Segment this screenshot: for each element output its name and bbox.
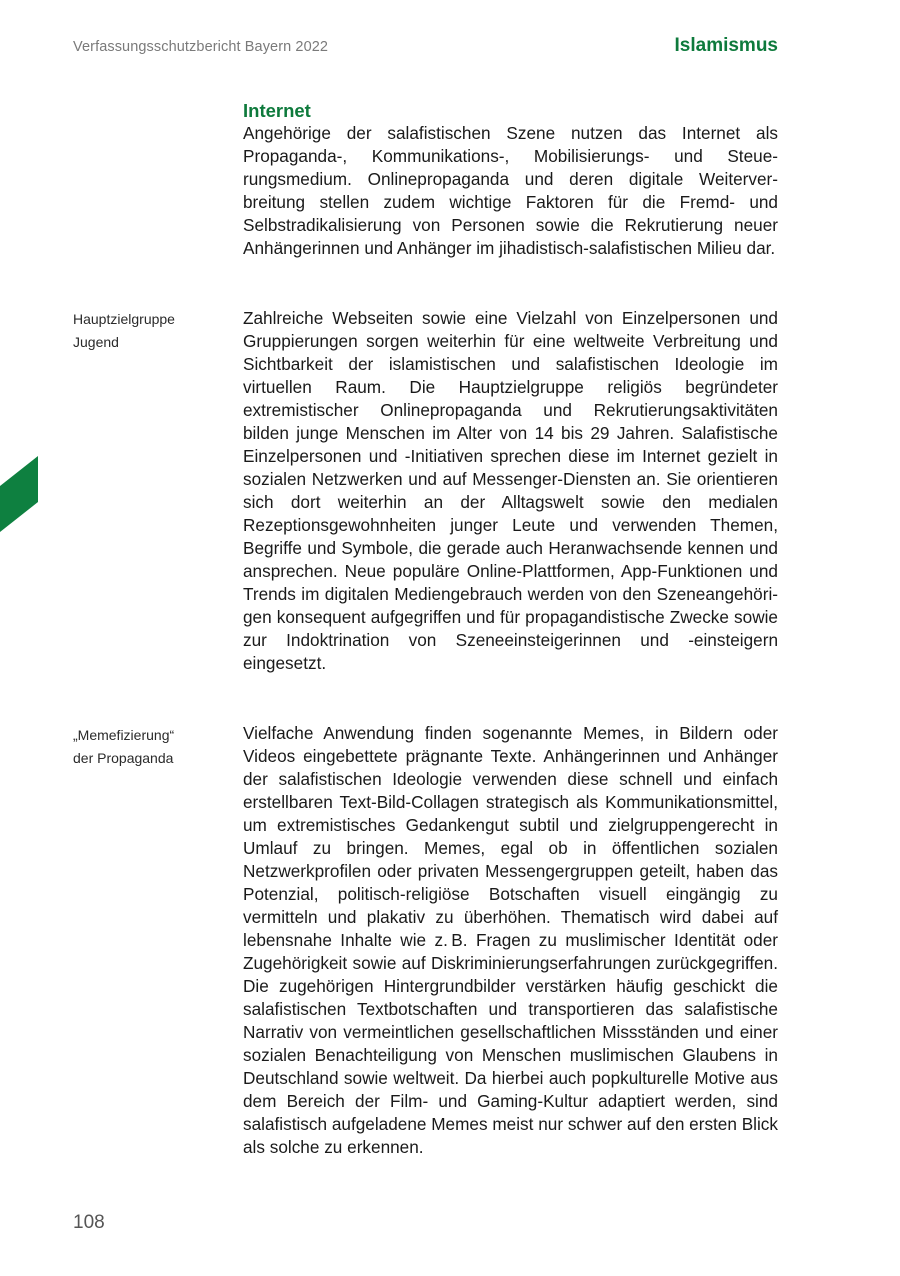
running-header-title: Verfassungsschutzbericht Bayern 2022 [73, 39, 329, 55]
margin-note-memes [73, 724, 223, 770]
section-memes [243, 722, 778, 1159]
margin-note-line: „Memefizierung“ [73, 727, 175, 743]
paragraph-memes: Vielfache Anwendung finden sogenannte Memes, in Bildern oder Videos eingebettete prägnante Texte. Anhängerinnen und Anhänger der salafistischen Ideologie verwenden diese schnell und einfach erstellbaren Text-Bild-Collagen strategisch als Kommunikationsmittel, um extremistisches Gedankengut subtil und zielgruppengerecht in Umlauf zu bringen. Memes, egal ob in öffentlichen sozialen Netzwerkprofilen oder privaten Messengergruppen geteilt, haben das Potenzial, politisch-religiöse Botschaften visuell eingängig zu vermitteln und plakativ zu überhöhen. Thematisch wird dabei auf lebensnahe Inhalte wie z. B. Fragen zu muslimischer Identität oder Zugehörigkeit sowie auf Diskriminierungserfahrungen zurückgegriffen. Die zugehörigen Hintergrundbilder verstärken häufig geschickt die salafistischen Textbotschaften und transportieren das salafistische Narrativ von vermeintlichen gesellschaftlichen Missständen und einer sozialen Benachteiligung von Menschen muslimischen Glaubens in Deutschland sowie weltweit. Da hierbei auch popkulturelle Motive aus dem Bereich der Film- und Gaming-Kultur adaptiert werden, sind salafistisch aufgeladene Memes meist nur schwer auf den ersten Blick als solche zu erkennen. [243, 723, 778, 1157]
chapter-title: Islamismus [674, 35, 778, 56]
margin-note-line: Jugend [73, 334, 119, 350]
section-heading-internet: Internet [243, 100, 311, 121]
paragraph-jugend: Zahlreiche Webseiten sowie eine Vielzahl von Einzelpersonen und Gruppierungen sorgen weiterhin für eine weltweite Verbreitung und Sichtbarkeit der islamistischen und salafistischen Ideologie im virtuellen Raum. Die Hauptzielgruppe religiös begründeter extremistischer Onlinepropaganda und Rekrutierungsaktivitäten bilden junge Menschen im Alter von 14 bis 29 Jahren. Salafistische Einzelpersonen und -Initiativen sprechen diese im Internet gezielt in sozialen Netzwerken und auf Messenger-Diensten an. Sie orientieren sich dort weiterhin an der Alltagswelt sowie den medialen Rezeptionsgewohnheiten junger Leute und verwenden Themen, Begriffe und Symbole, die gerade auch Heranwachsende kennen und ansprechen. Neue populäre Online-Plattformen, App-Funktionen und Trends im digitalen Mediengebrauch werden von den Szeneangehörigen konsequent aufgegriffen und für propagandistische Zwecke sowie zur Indoktrination von Szeneeinsteigerinnen und -einsteigern eingesetzt. [243, 308, 778, 673]
section-internet [243, 99, 778, 260]
page-number: 108 [73, 1212, 105, 1233]
margin-note-line: Hauptzielgruppe [73, 311, 175, 327]
margin-note-line: der Propaganda [73, 750, 174, 766]
paragraph-internet: Angehörige der salafistischen Szene nutzen das Internet als Propaganda-, Kommunikations-, Mobilisierungs- und Steuerungsmedium. Onlinepropaganda und deren digitale Weiterverbreitung stellen zudem wichtige Faktoren für die Fremd- und Selbstradikalisierung von Personen sowie die Rekrutierung neuer Anhängerinnen und Anhänger im jihadistisch-salafistischen Milieu dar. [243, 123, 778, 258]
chapter-side-tab [0, 456, 38, 532]
margin-note-jugend [73, 308, 223, 354]
section-jugend [243, 307, 778, 675]
